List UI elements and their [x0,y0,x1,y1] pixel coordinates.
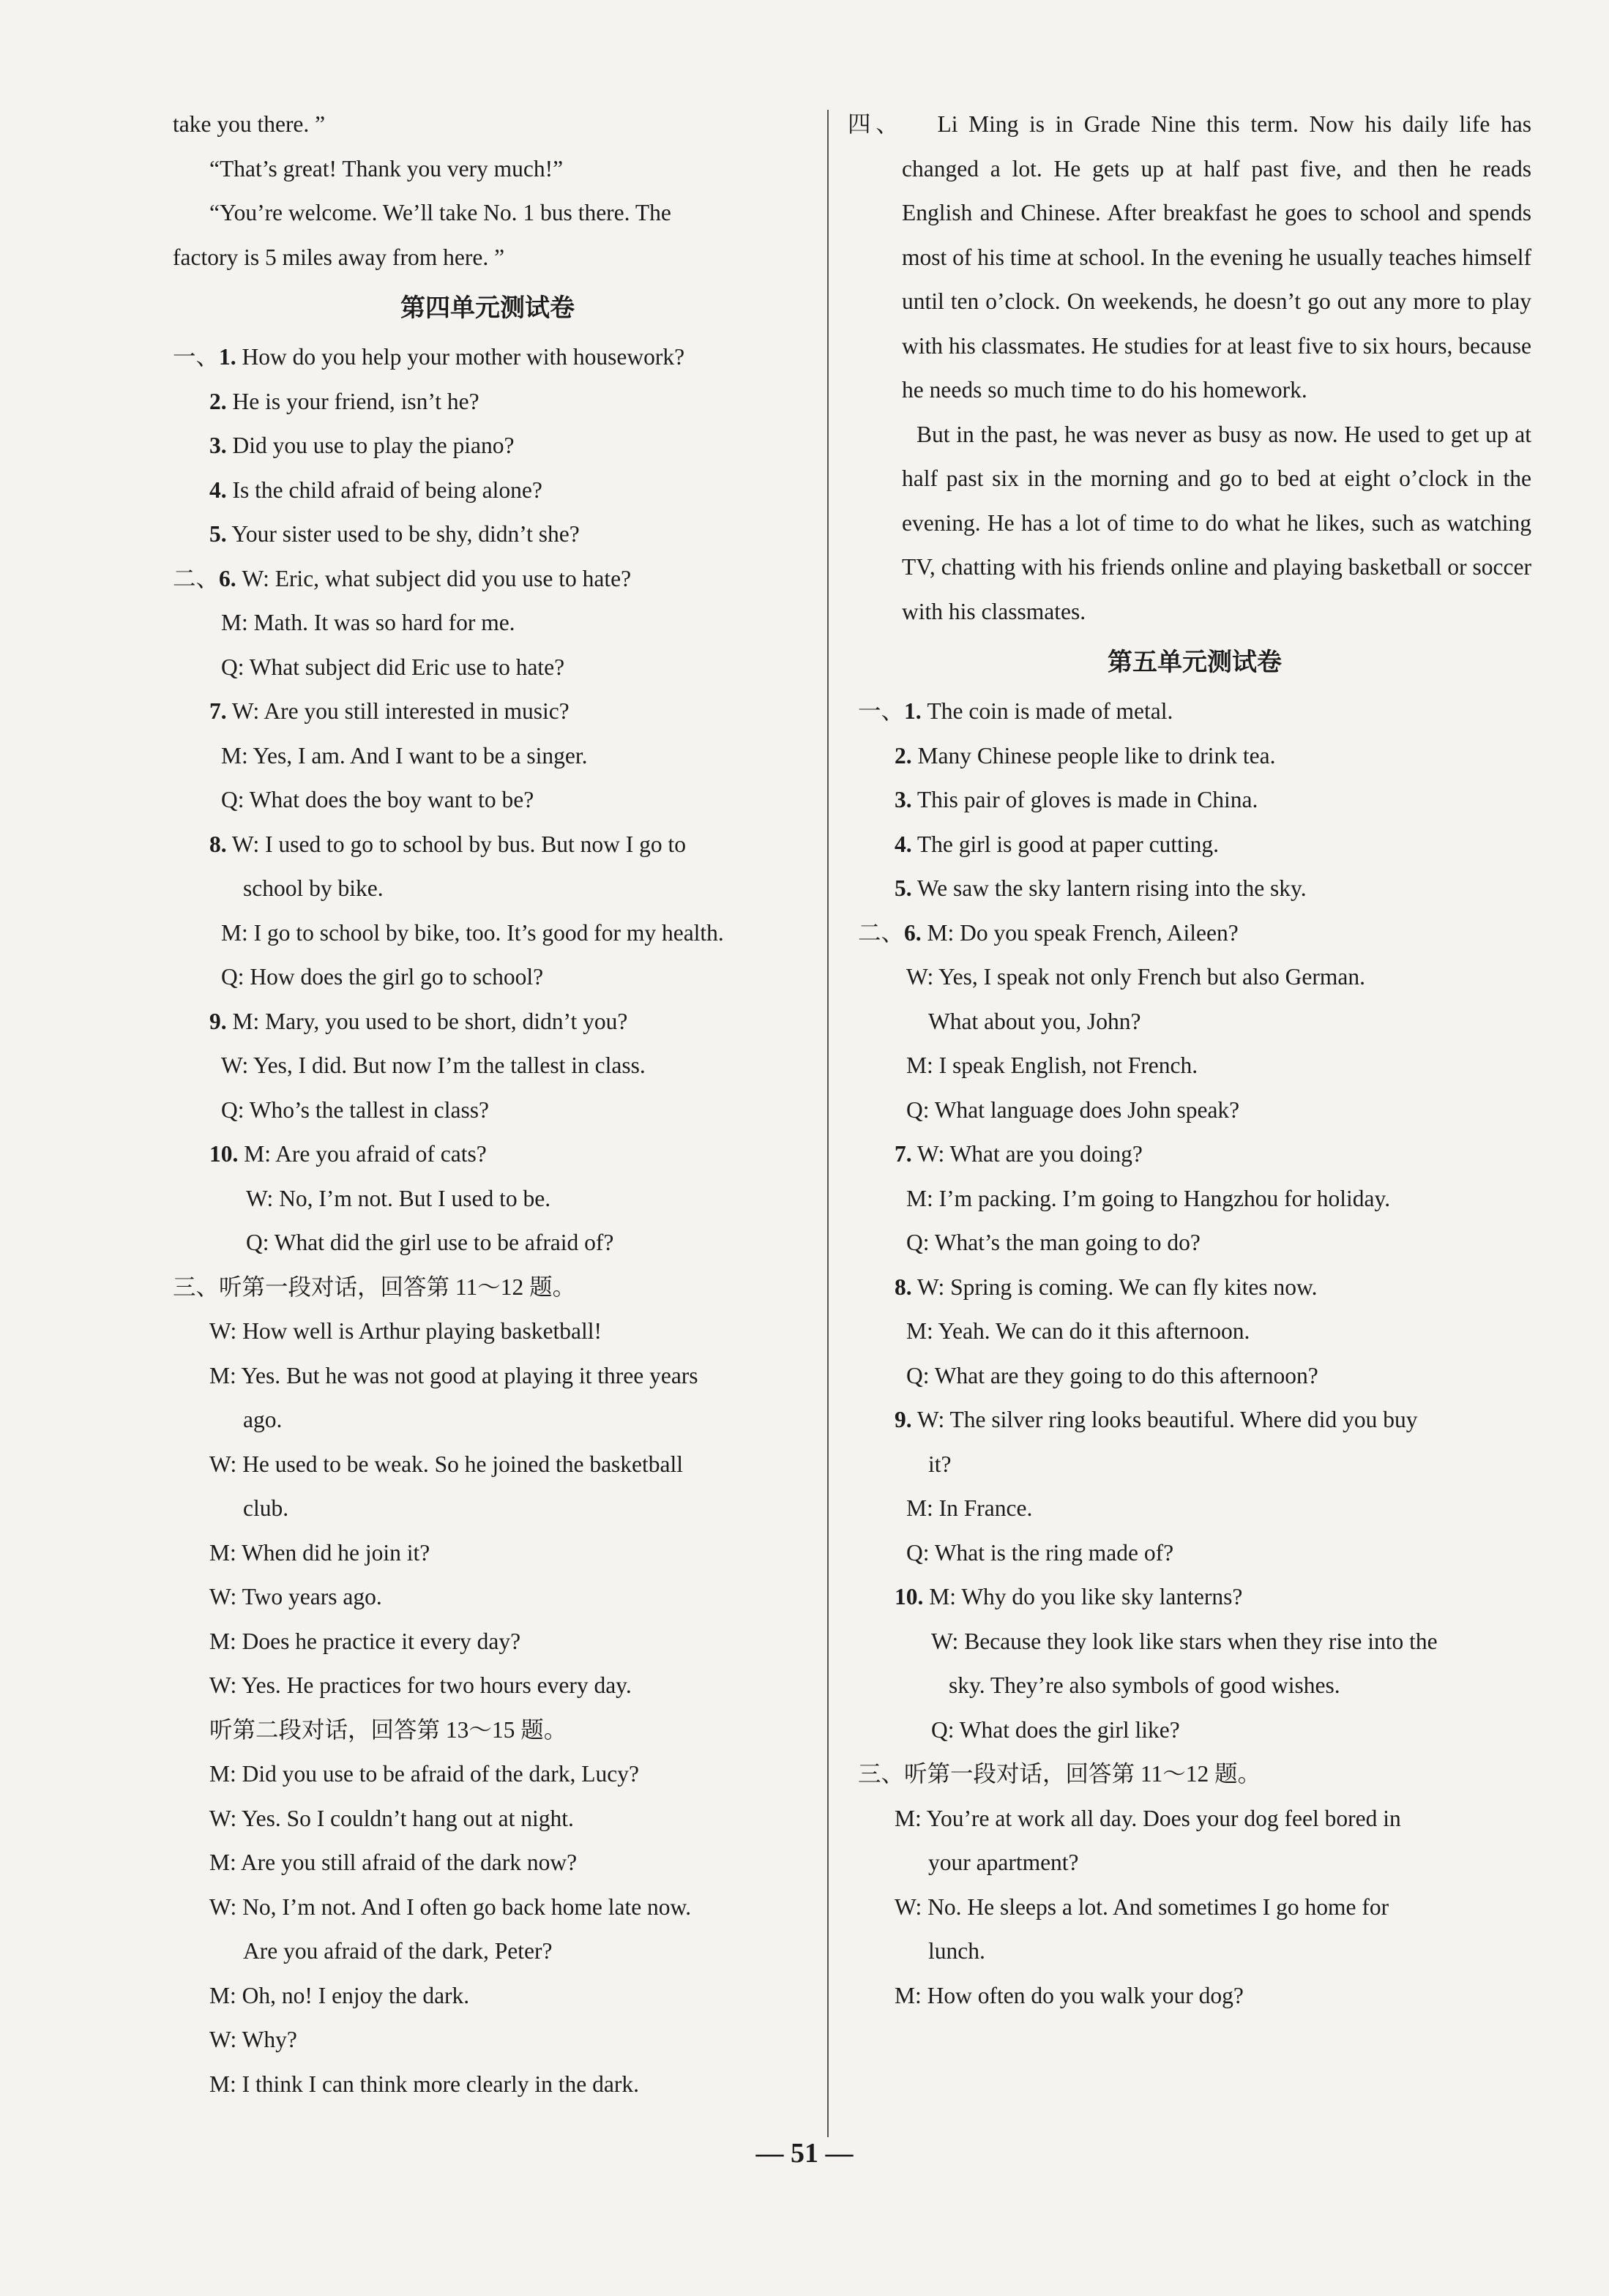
question-number: 6. [904,919,922,946]
section-intro: 听第二段对话，回答第 13～15 题。 [209,1716,567,1743]
question-text: W: Eric, what subject did you use to hate? [236,565,632,591]
question-line [858,867,1531,911]
dialogue-line: Q: What subject did Eric use to hate? [221,654,565,680]
dialogue-line: W: Yes, I speak not only French but also German. [906,964,1365,990]
question-number: 8. [209,831,227,857]
dialogue-line: take you there. ” [173,111,326,137]
dialogue-line: Q: What is the ring made of? [906,1539,1174,1566]
dialogue-line: W: He used to be weak. So he joined the basketball [209,1451,684,1477]
dialogue-line: M: How often do you walk your dog? [895,1982,1244,2008]
question-text: How do you help your mother with housework? [236,344,685,370]
dialogue-line: your apartment? [928,1850,1079,1875]
dialogue-line: Q: What did the girl use to be afraid of? [246,1230,614,1255]
dialogue-line: factory is 5 miles away from here. ” [173,244,505,270]
question-text: He is your friend, isn’t he? [226,388,479,414]
dialogue-line: Q: What does the girl like? [931,1716,1180,1743]
question-line [858,689,1531,734]
dialogue-line: M: Oh, no! I enjoy the dark. [209,1982,470,2008]
question-number: 9. [895,1407,912,1432]
left-column [173,102,802,2106]
question-line [858,1398,1531,1443]
question-text: Is the child afraid of being alone? [226,476,542,503]
section-prefix: 一、 [858,698,905,724]
question-number: 7. [209,698,227,724]
section-prefix: 二、 [858,919,905,946]
question-line [173,823,802,867]
question-text: M: Are you afraid of cats? [238,1141,487,1167]
question-text: W: Spring is coming. We can fly kites now. [911,1274,1318,1300]
dialogue-line: M: In France. [906,1495,1033,1521]
question-number: 2. [209,388,227,414]
unit-title: 第五单元测试卷 [1108,648,1282,677]
dialogue-line: M: Yeah. We can do it this afternoon. [906,1318,1250,1344]
column-divider [827,110,829,2137]
question-number: 7. [895,1141,912,1167]
question-number: 10. [209,1141,239,1167]
section-prefix: 四、 [848,111,904,137]
dialogue-line: W: No. He sleeps a lot. And sometimes I go home for [895,1893,1389,1920]
section-prefix: 一、 [173,344,220,370]
question-text: We saw the sky lantern rising into the sky. [911,875,1307,901]
passage-text: Li Ming is in Grade Nine this term. Now his daily life has changed a lot. He gets up at half past five, and then he reads English and Chinese. After breakfast he goes to school and spends most of his time at school. In the evening he usually teaches himself until ten o’clock. On weekends, he doesn’t go out any more to play with his classmates. He studies for at least five to six hours, because he needs so much time to do his homework. [902,111,1531,403]
dialogue-line: Q: What does the boy want to be? [221,787,534,812]
question-text: W: I used to go to school by bus. But now I go to [226,831,686,857]
dialogue-line: W: Yes. So I couldn’t hang out at night. [209,1805,574,1831]
question-line [173,557,802,602]
dialogue-line: W: No, I’m not. But I used to be. [246,1185,551,1211]
question-number: 3. [895,787,912,812]
question-line [173,689,802,734]
question-line [858,911,1531,956]
passage-paragraph [848,102,1531,413]
question-text: M: Mary, you used to be short, didn’t you? [226,1008,628,1034]
dialogue-line: W: Yes, I did. But now I’m the tallest in class. [221,1052,646,1078]
dialogue-line: M: When did he join it? [209,1539,430,1566]
page-number: — 51 — [755,2138,854,2169]
dialogue-line: M: Are you still afraid of the dark now? [209,1850,578,1875]
section-intro: 三、听第一段对话，回答第 11～12 题。 [858,1761,1261,1787]
question-line [173,380,802,425]
question-number: 5. [209,521,227,547]
question-text: Many Chinese people like to drink tea. [911,742,1276,769]
dialogue-line: Q: What are they going to do this afternoon? [906,1362,1318,1388]
question-line [858,1265,1531,1310]
question-number: 10. [895,1584,924,1609]
dialogue-line: ago. [243,1407,283,1432]
dialogue-line: M: Yes, I am. And I want to be a singer. [221,742,588,769]
dialogue-line: M: Does he practice it every day? [209,1628,521,1654]
question-line [858,778,1531,823]
dialogue-line: M: You’re at work all day. Does your dog feel bored in [895,1805,1401,1831]
question-text: M: Do you speak French, Aileen? [921,919,1239,946]
question-number: 3. [209,433,227,458]
question-number: 1. [904,698,922,724]
dialogue-line: M: Did you use to be afraid of the dark, Lucy? [209,1761,639,1787]
unit-title: 第四单元测试卷 [400,293,575,323]
dialogue-line: Q: How does the girl go to school? [221,964,544,990]
dialogue-line: sky. They’re also symbols of good wishes. [949,1672,1340,1698]
question-text: W: What are you doing? [911,1141,1143,1167]
question-text: W: Are you still interested in music? [226,698,570,724]
dialogue-line: club. [243,1495,289,1521]
dialogue-line: M: I speak English, not French. [906,1052,1198,1078]
question-number: 4. [209,476,227,503]
question-number: 9. [209,1008,227,1034]
right-column [848,102,1531,2018]
question-text: Did you use to play the piano? [226,433,515,458]
dialogue-line: school by bike. [243,875,384,901]
dialogue-line: it? [928,1451,952,1477]
dialogue-line: M: I’m packing. I’m going to Hangzhou for holiday. [906,1185,1391,1211]
dialogue-line: W: Why? [209,2027,297,2052]
question-text: The coin is made of metal. [921,698,1173,724]
question-line [173,468,802,513]
dialogue-line: “That’s great! Thank you very much!” [209,155,564,182]
dialogue-line: Q: What language does John speak? [906,1096,1240,1123]
dialogue-line: What about you, John? [928,1008,1141,1034]
question-number: 6. [219,565,236,591]
question-line [858,734,1531,779]
question-number: 8. [895,1274,912,1300]
dialogue-line: M: I think I can think more clearly in the dark. [209,2071,639,2097]
question-line [173,1132,802,1177]
question-number: 2. [895,742,912,769]
dialogue-line: W: Yes. He practices for two hours every day. [209,1672,632,1698]
dialogue-line: Are you afraid of the dark, Peter? [243,1938,553,1964]
dialogue-line: W: Two years ago. [209,1584,382,1609]
question-line [173,335,802,380]
question-line [173,424,802,468]
question-text: The girl is good at paper cutting. [911,831,1219,857]
dialogue-line: Q: What’s the man going to do? [906,1230,1201,1255]
question-number: 4. [895,831,912,857]
question-text: W: The silver ring looks beautiful. Where did you buy [911,1407,1418,1432]
question-line [858,1132,1531,1177]
dialogue-line: M: Yes. But he was not good at playing it three years [209,1362,698,1388]
question-text: Your sister used to be shy, didn’t she? [226,521,580,547]
question-number: 1. [219,344,236,370]
section-intro: 三、听第一段对话，回答第 11～12 题。 [173,1274,576,1300]
dialogue-line: lunch. [928,1938,985,1964]
question-line [858,823,1531,867]
question-number: 5. [895,875,912,901]
passage-paragraph: But in the past, he was never as busy as now. He used to get up at half past six in the morning and go to bed at eight o’clock in the evening. He has a lot of time to do what he likes, such as watching TV, chatting with his friends online and playing basketball or soccer with his classmates. [902,421,1531,624]
dialogue-line: W: No, I’m not. And I often go back home late now. [209,1893,692,1920]
section-prefix: 二、 [173,565,220,591]
dialogue-line: “You’re welcome. We’ll take No. 1 bus there. The [209,200,671,225]
dialogue-line: W: How well is Arthur playing basketball! [209,1318,602,1344]
dialogue-line: Q: Who’s the tallest in class? [221,1096,489,1123]
question-text: This pair of gloves is made in China. [911,787,1258,812]
dialogue-line: W: Because they look like stars when they rise into the [931,1628,1438,1654]
dialogue-line: M: Math. It was so hard for me. [221,610,515,635]
dialogue-line: M: I go to school by bike, too. It’s good for my health. [221,919,724,946]
question-text: M: Why do you like sky lanterns? [923,1584,1243,1609]
question-line [858,1575,1531,1620]
question-line [173,512,802,557]
question-line [173,1000,802,1044]
